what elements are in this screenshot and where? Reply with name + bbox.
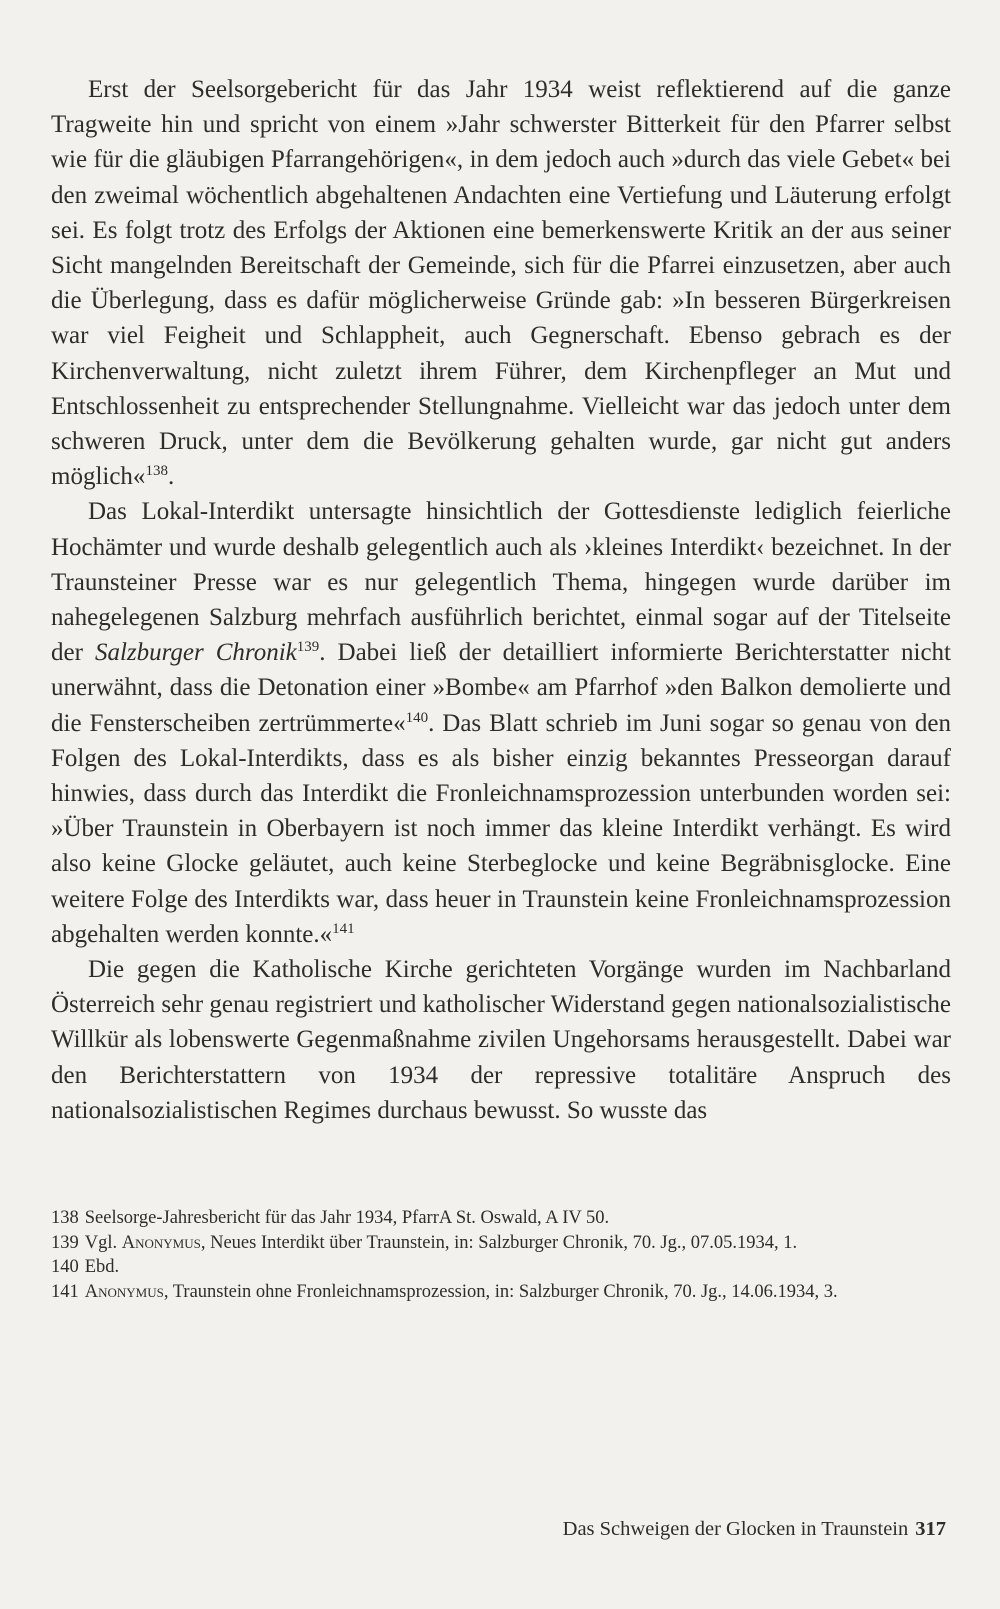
main-text xyxy=(51,72,951,1128)
paragraph: Erst der Seelsorgebericht für das Jahr 1934 weist reflektierend auf die ganze Tragweite hin und spricht von einem »Jahr schwerster Bitterkeit für den Pfarrer selbst wie für die gläubigen Pfarrangehörigen«, in dem jedoch auch »durch das viele Gebet« bei den zweimal wöchentlich abgehaltenen Andachten eine Vertiefung und Läuterung erfolgt sei. Es folgt trotz des Erfolgs der Aktionen eine bemerkenswerte Kritik an der aus seiner Sicht mangelnden Bereitschaft der Gemeinde, sich für die Pfarrei einzusetzen, aber auch die Überlegung, dass es dafür möglicherweise Gründe gab: »In besseren Bürgerkreisen war viel Feigheit und Schlappheit, auch Gegnerschaft. Ebenso gebrach es der Kirchenverwaltung, nicht zuletzt ihrem Führer, dem Kirchenpfleger an Mut und Entschlossenheit zu entsprechender Stellungnahme. Vielleicht war das jedoch unter dem schweren Druck, unter dem die Bevölkerung gehalten wurde, gar nicht gut anders möglich«$^{138}$. xyxy=(51,76,951,491)
running-footer xyxy=(563,1515,946,1543)
footnote-text: Vgl. Anonymus, Neues Interdikt über Traunstein, in: Salzburger Chronik, 70. Jg., 07.05.1934, 1. xyxy=(84,1232,798,1253)
footnote-number: 138 xyxy=(51,1208,79,1228)
page-number: 317 xyxy=(915,1518,946,1540)
footnote-text: Seelsorge-Jahresbericht für das Jahr 1934, PfarrA St. Oswald, A IV 50. xyxy=(84,1208,610,1228)
author-name: Anonymus xyxy=(121,1232,201,1253)
footnotes xyxy=(51,1206,951,1304)
footnote-reference[interactable]: 139 xyxy=(296,639,320,656)
footnote xyxy=(51,1280,951,1305)
footnote-number: 139 xyxy=(51,1232,79,1253)
footnote-number: 140 xyxy=(51,1257,79,1277)
footnote xyxy=(51,1231,951,1256)
footnote-number: 141 xyxy=(51,1281,79,1302)
running-title: Das Schweigen der Glocken in Traunstein xyxy=(562,1518,909,1540)
italic-title: Salzburger Chronik xyxy=(94,639,297,667)
paragraph: Die gegen die Katholische Kirche gerichteten Vorgänge wurden im Nachbarland Österreich sehr genau registriert und katholischer Widerstand gegen nationalsozialistische Willkür als lobenswerte Gegenmaßnahme zivilen Ungehorsams herausgestellt. Dabei war den Berichterstattern von 1934 der repressive totalitäre Anspruch des nationalsozialistischen Regimes durchaus bewusst. So wusste das xyxy=(51,956,951,1124)
footnote-reference[interactable]: 140 xyxy=(405,709,429,726)
footnote-text: Ebd. xyxy=(84,1257,120,1277)
author-name: Anonymus xyxy=(84,1281,164,1302)
footnote-reference[interactable]: 141 xyxy=(332,920,355,937)
footnote xyxy=(51,1255,951,1280)
paragraph: Das Lokal-Interdikt untersagte hinsichtlich der Gottesdienste lediglich feierliche Hochämter und wurde deshalb gelegentlich auch als ›kleines Interdikt‹ bezeichnet. In der Traunsteiner Presse war es nur gelegentlich Thema, hingegen wurde darüber im nahegelegenen Salzburg mehrfach ausführlich berichtet, einmal sogar auf der Titelseite der Salzburger Chronik$^{139}$. Dabei ließ der detailliert informierte Berichterstatter nicht unerwähnt, dass die Detonation einer »Bombe« am Pfarrhof »den Balkon demolierte und die Fensterscheiben zertrümmerte«$^{140}$. Das Blatt schrieb im Juni sogar so genau von den Folgen des Lokal-Interdikts, dass es als bisher einzig bekanntes Presseorgan darauf hinwies, dass durch das Interdikt die Fronleichnamsprozession unterbunden worden sei: »Über Traunstein in Oberbayern ist noch immer das kleine Interdikt verhängt. Es wird also keine Glocke geläutet, auch keine Sterbeglocke und keine Begräbnisglocke. Eine weitere Folge des Interdikts war, dass heuer in Traunstein keine Fronleichnamsprozession abgehalten werden konnte.«$^{141}$ xyxy=(51,498,951,948)
footnote-reference[interactable]: 138 xyxy=(145,463,168,480)
footnote-text: Anonymus, Traunstein ohne Fronleichnamsprozession, in: Salzburger Chronik, 70. Jg., 14.06.1934, 3. xyxy=(84,1281,838,1302)
footnote xyxy=(51,1206,951,1231)
